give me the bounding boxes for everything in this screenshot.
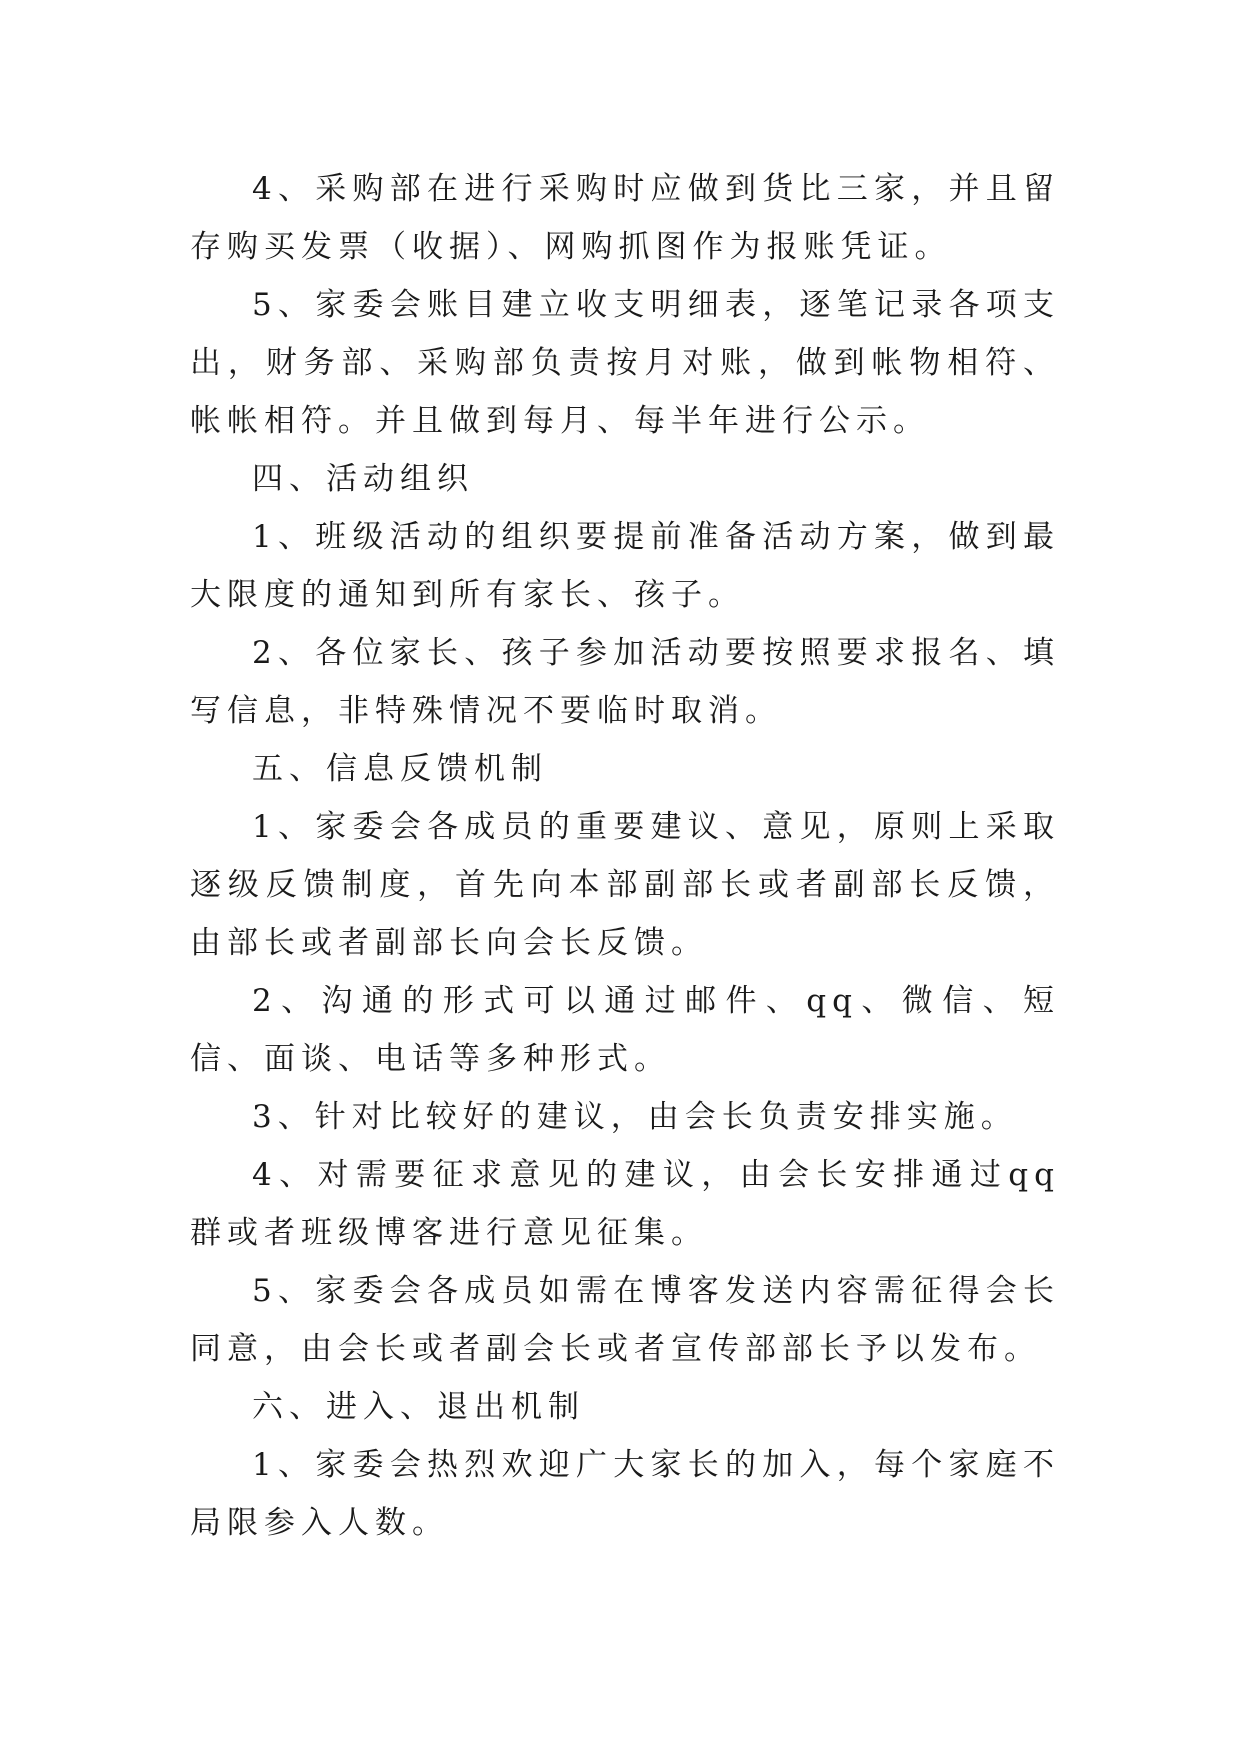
paragraph-feedback-implementation: 3、针对比较好的建议，由会长负责安排实施。 — [252, 1099, 1018, 1135]
paragraph-accounting-rule: 5、家委会账目建立收支明细表，逐笔记录各项支出，财务部、采购部负责按月对账，做到帐物相符、帐帐相符。并且做到每月、每半年进行公示。 — [190, 287, 1060, 439]
paragraph-feedback-levels: 1、家委会各成员的重要建议、意见，原则上采取逐级反馈制度，首先向本部副部长或者副部长反馈，由部长或者副部长向会长反馈。 — [190, 809, 1060, 961]
paragraph-activity-plan: 1、班级活动的组织要提前准备活动方案，做到最大限度的通知到所有家长、孩子。 — [190, 519, 1060, 613]
paragraph-procurement-rule: 4、采购部在进行采购时应做到货比三家，并且留存购买发票（收据）、网购抓图作为报账凭证。 — [190, 171, 1060, 265]
paragraph-feedback-blog: 5、家委会各成员如需在博客发送内容需征得会长同意，由会长或者副会长或者宣传部部长予以发布。 — [190, 1273, 1060, 1367]
section-heading-feedback: 五、信息反馈机制 — [252, 751, 548, 787]
paragraph-activity-signup: 2、各位家长、孩子参加活动要按照要求报名、填写信息，非特殊情况不要临时取消。 — [190, 635, 1060, 729]
document-body — [190, 160, 1060, 1552]
section-heading-activity: 四、活动组织 — [252, 461, 474, 497]
paragraph-membership-join: 1、家委会热烈欢迎广大家长的加入，每个家庭不局限参入人数。 — [190, 1447, 1060, 1541]
paragraph-feedback-channels: 2、沟通的形式可以通过邮件、qq、微信、短信、面谈、电话等多种形式。 — [190, 983, 1060, 1077]
paragraph-feedback-opinion: 4、对需要征求意见的建议，由会长安排通过qq群或者班级博客进行意见征集。 — [190, 1157, 1060, 1251]
section-heading-membership: 六、进入、退出机制 — [252, 1389, 585, 1425]
